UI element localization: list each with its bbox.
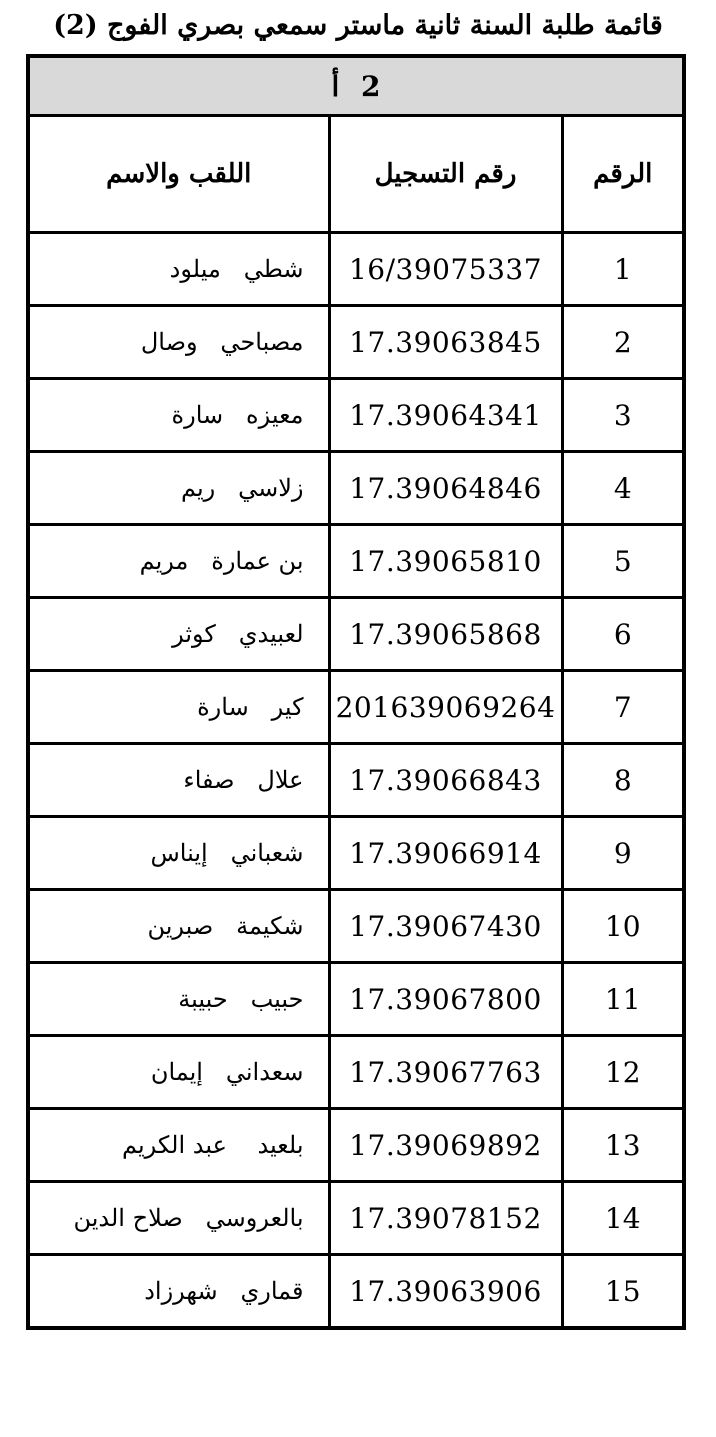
student-number: 8 [562,744,684,817]
student-name: بن عمارة مريم [28,525,329,598]
registration-number: 17.39065868 [329,598,562,671]
table-row [28,452,684,525]
table-row [28,744,684,817]
table-row [28,1109,684,1182]
table-row [28,817,684,890]
student-number: 3 [562,379,684,452]
column-header-registration: رقم التسجيل [329,116,562,233]
column-header-row [28,116,684,233]
student-name: قماري شهرزاد [28,1255,329,1329]
student-number: 1 [562,233,684,306]
group-number: 2 [361,69,381,103]
student-name: شعباني إيناس [28,817,329,890]
registration-number: 17.39063845 [329,306,562,379]
table-row [28,306,684,379]
student-number: 14 [562,1182,684,1255]
student-name: زلاسي ريم [28,452,329,525]
student-name: بالعروسي صلاح الدين [28,1182,329,1255]
registration-number: 17.39064846 [329,452,562,525]
registration-number: 17.39067800 [329,963,562,1036]
table-row [28,233,684,306]
registration-number: 201639069264 [329,671,562,744]
registration-number: 16/39075337 [329,233,562,306]
student-number: 4 [562,452,684,525]
student-number: 6 [562,598,684,671]
table-row [28,598,684,671]
column-header-name: اللقب والاسم [28,116,329,233]
student-name: حبيب حبيبة [28,963,329,1036]
student-number: 12 [562,1036,684,1109]
group-label [28,56,684,116]
registration-number: 17.39063906 [329,1255,562,1329]
page-title: قائمة طلبة السنة ثانية ماستر سمعي بصري الفوج (2) [53,10,663,41]
student-number: 13 [562,1109,684,1182]
registration-number: 17.39066843 [329,744,562,817]
student-number: 2 [562,306,684,379]
table-row [28,379,684,452]
table-row [28,1036,684,1109]
student-number: 5 [562,525,684,598]
registration-number: 17.39078152 [329,1182,562,1255]
student-number: 15 [562,1255,684,1329]
table-row [28,1255,684,1329]
registration-number: 17.39067430 [329,890,562,963]
table-row [28,671,684,744]
table-row [28,1182,684,1255]
student-number: 10 [562,890,684,963]
student-name: كير سارة [28,671,329,744]
student-name: لعبيدي كوثر [28,598,329,671]
registration-number: 17.39064341 [329,379,562,452]
group-header-row [28,56,684,116]
student-name: معيزه سارة [28,379,329,452]
column-header-number: الرقم [562,116,684,233]
registration-number: 17.39067763 [329,1036,562,1109]
student-name: علال صفاء [28,744,329,817]
registration-number: 17.39066914 [329,817,562,890]
table-row [28,525,684,598]
table-row [28,890,684,963]
student-name: بلعيد عبد الكريم [28,1109,329,1182]
table-row [28,963,684,1036]
student-number: 9 [562,817,684,890]
student-name: شكيمة صبرين [28,890,329,963]
student-name: مصباحي وصال [28,306,329,379]
registration-number: 17.39065810 [329,525,562,598]
student-number: 7 [562,671,684,744]
table-body [28,233,684,1329]
students-table [26,54,686,1330]
student-name: شطي ميلود [28,233,329,306]
student-number: 11 [562,963,684,1036]
group-letter: أ [331,69,340,103]
registration-number: 17.39069892 [329,1109,562,1182]
student-name: سعداني إيمان [28,1036,329,1109]
